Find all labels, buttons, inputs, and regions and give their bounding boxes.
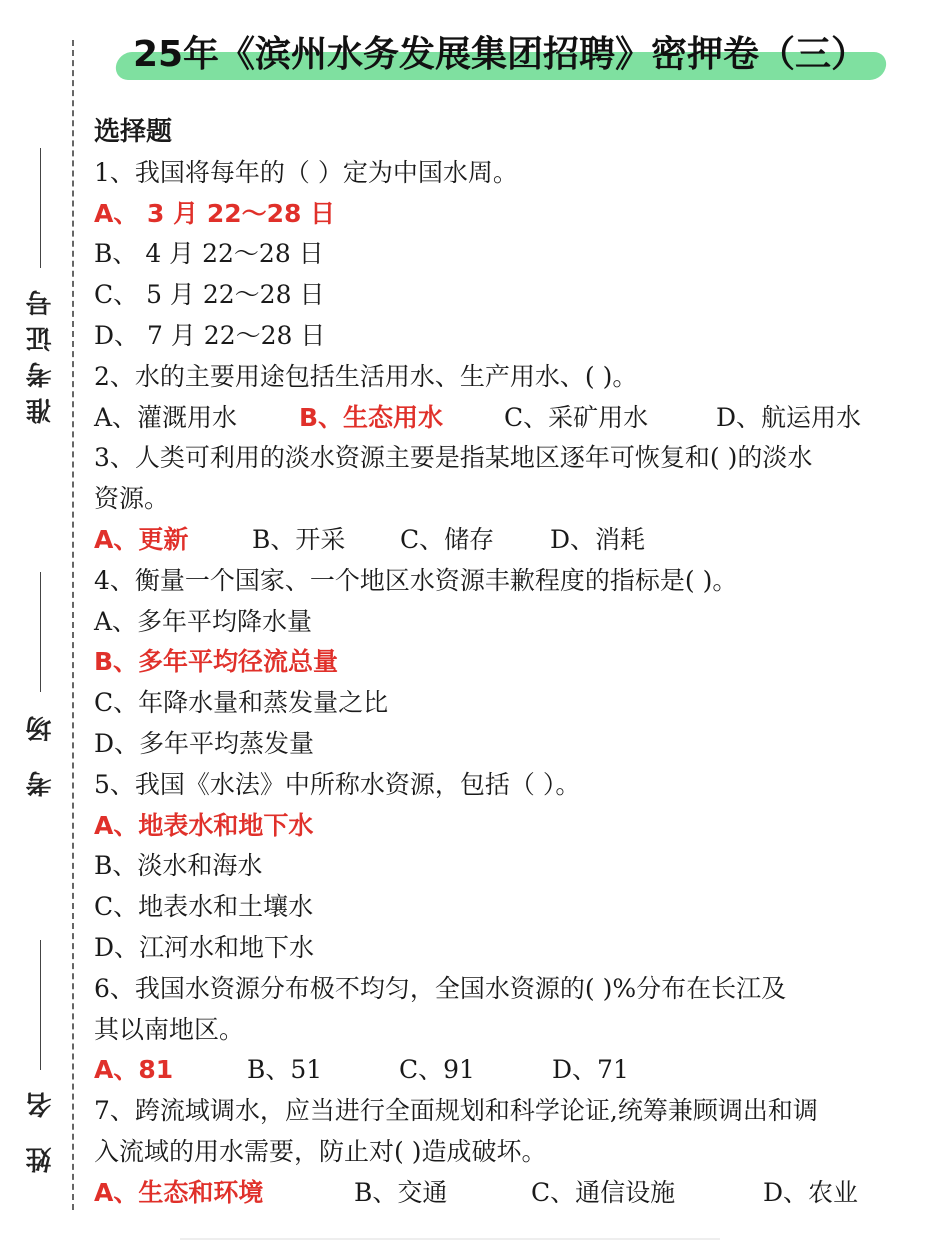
- option: D、71: [552, 1055, 629, 1085]
- side-label-room: 考 场: [26, 706, 56, 798]
- option: A、灌溉用水: [94, 402, 238, 432]
- option-correct: A、地表水和地下水: [94, 810, 314, 840]
- binding-margin-line: [72, 40, 74, 1210]
- option-correct: A、 3 月 22～28 日: [94, 198, 336, 228]
- question-stem-cont: 其以南地区。: [94, 1014, 245, 1044]
- option: B、淡水和海水: [94, 851, 263, 881]
- option: C、 5 月 22～28 日: [94, 280, 325, 310]
- option-row: [94, 398, 914, 439]
- side-label-ticket: 准考证号: [26, 280, 56, 424]
- option: C、年降水量和蒸发量之比: [94, 688, 389, 718]
- option-correct: A、81: [94, 1055, 174, 1085]
- question-stem-cont: 入流域的用水需要，防止对( )造成破坏。: [94, 1136, 547, 1166]
- option: C、91: [399, 1055, 475, 1085]
- option-row: [94, 520, 914, 561]
- question-stem: 5、我国《水法》中所称水资源，包括（ ）。: [94, 769, 581, 799]
- option-correct: A、生态和环境: [94, 1177, 264, 1207]
- option-correct: B、多年平均径流总量: [94, 647, 339, 677]
- option-correct: B、生态用水: [299, 402, 444, 432]
- question-stem: 6、我国水资源分布极不均匀，全国水资源的( )%分布在长江及: [94, 973, 787, 1003]
- option: D、多年平均蒸发量: [94, 728, 315, 758]
- question-list: [94, 112, 914, 1214]
- page-bottom-edge: [180, 1238, 720, 1240]
- question-stem: 3、人类可利用的淡水资源主要是指某地区逐年可恢复和( )的淡水: [94, 443, 813, 473]
- option-correct: A、更新: [94, 524, 189, 554]
- option: B、51: [247, 1055, 323, 1085]
- option: B、交通: [354, 1177, 448, 1207]
- option: D、 7 月 22～28 日: [94, 320, 326, 350]
- option: B、开采: [252, 524, 346, 554]
- option: D、消耗: [550, 524, 646, 554]
- question-stem: 1、我国将每年的（ ）定为中国水周。: [94, 157, 518, 187]
- page-title: 25年《滨州水务发展集团招聘》密押卷（三）: [132, 34, 868, 75]
- option: C、采矿用水: [504, 402, 649, 432]
- option: C、地表水和土壤水: [94, 892, 314, 922]
- question-stem: 2、水的主要用途包括生活用水、生产用水、( )。: [94, 361, 638, 391]
- option-row: [94, 1173, 914, 1214]
- option-row: [94, 1050, 914, 1091]
- name-blank-line: [40, 940, 42, 1070]
- question-stem: 4、衡量一个国家、一个地区水资源丰歉程度的指标是( )。: [94, 565, 738, 595]
- question-stem-cont: 资源。: [94, 484, 170, 514]
- room-blank-line: [40, 572, 42, 692]
- section-title: 选择题: [94, 117, 173, 147]
- side-label-name: 姓 名: [26, 1082, 56, 1174]
- question-stem: 7、跨流域调水，应当进行全面规划和科学论证,统筹兼顾调出和调: [94, 1096, 818, 1126]
- option: D、农业: [763, 1177, 859, 1207]
- option: A、多年平均降水量: [94, 606, 313, 636]
- option: D、江河水和地下水: [94, 932, 315, 962]
- option: C、储存: [400, 524, 495, 554]
- option: B、 4 月 22～28 日: [94, 239, 324, 269]
- option: C、通信设施: [531, 1177, 676, 1207]
- title-block: [110, 28, 890, 88]
- option: D、航运用水: [716, 402, 862, 432]
- ticket-blank-line: [40, 148, 42, 268]
